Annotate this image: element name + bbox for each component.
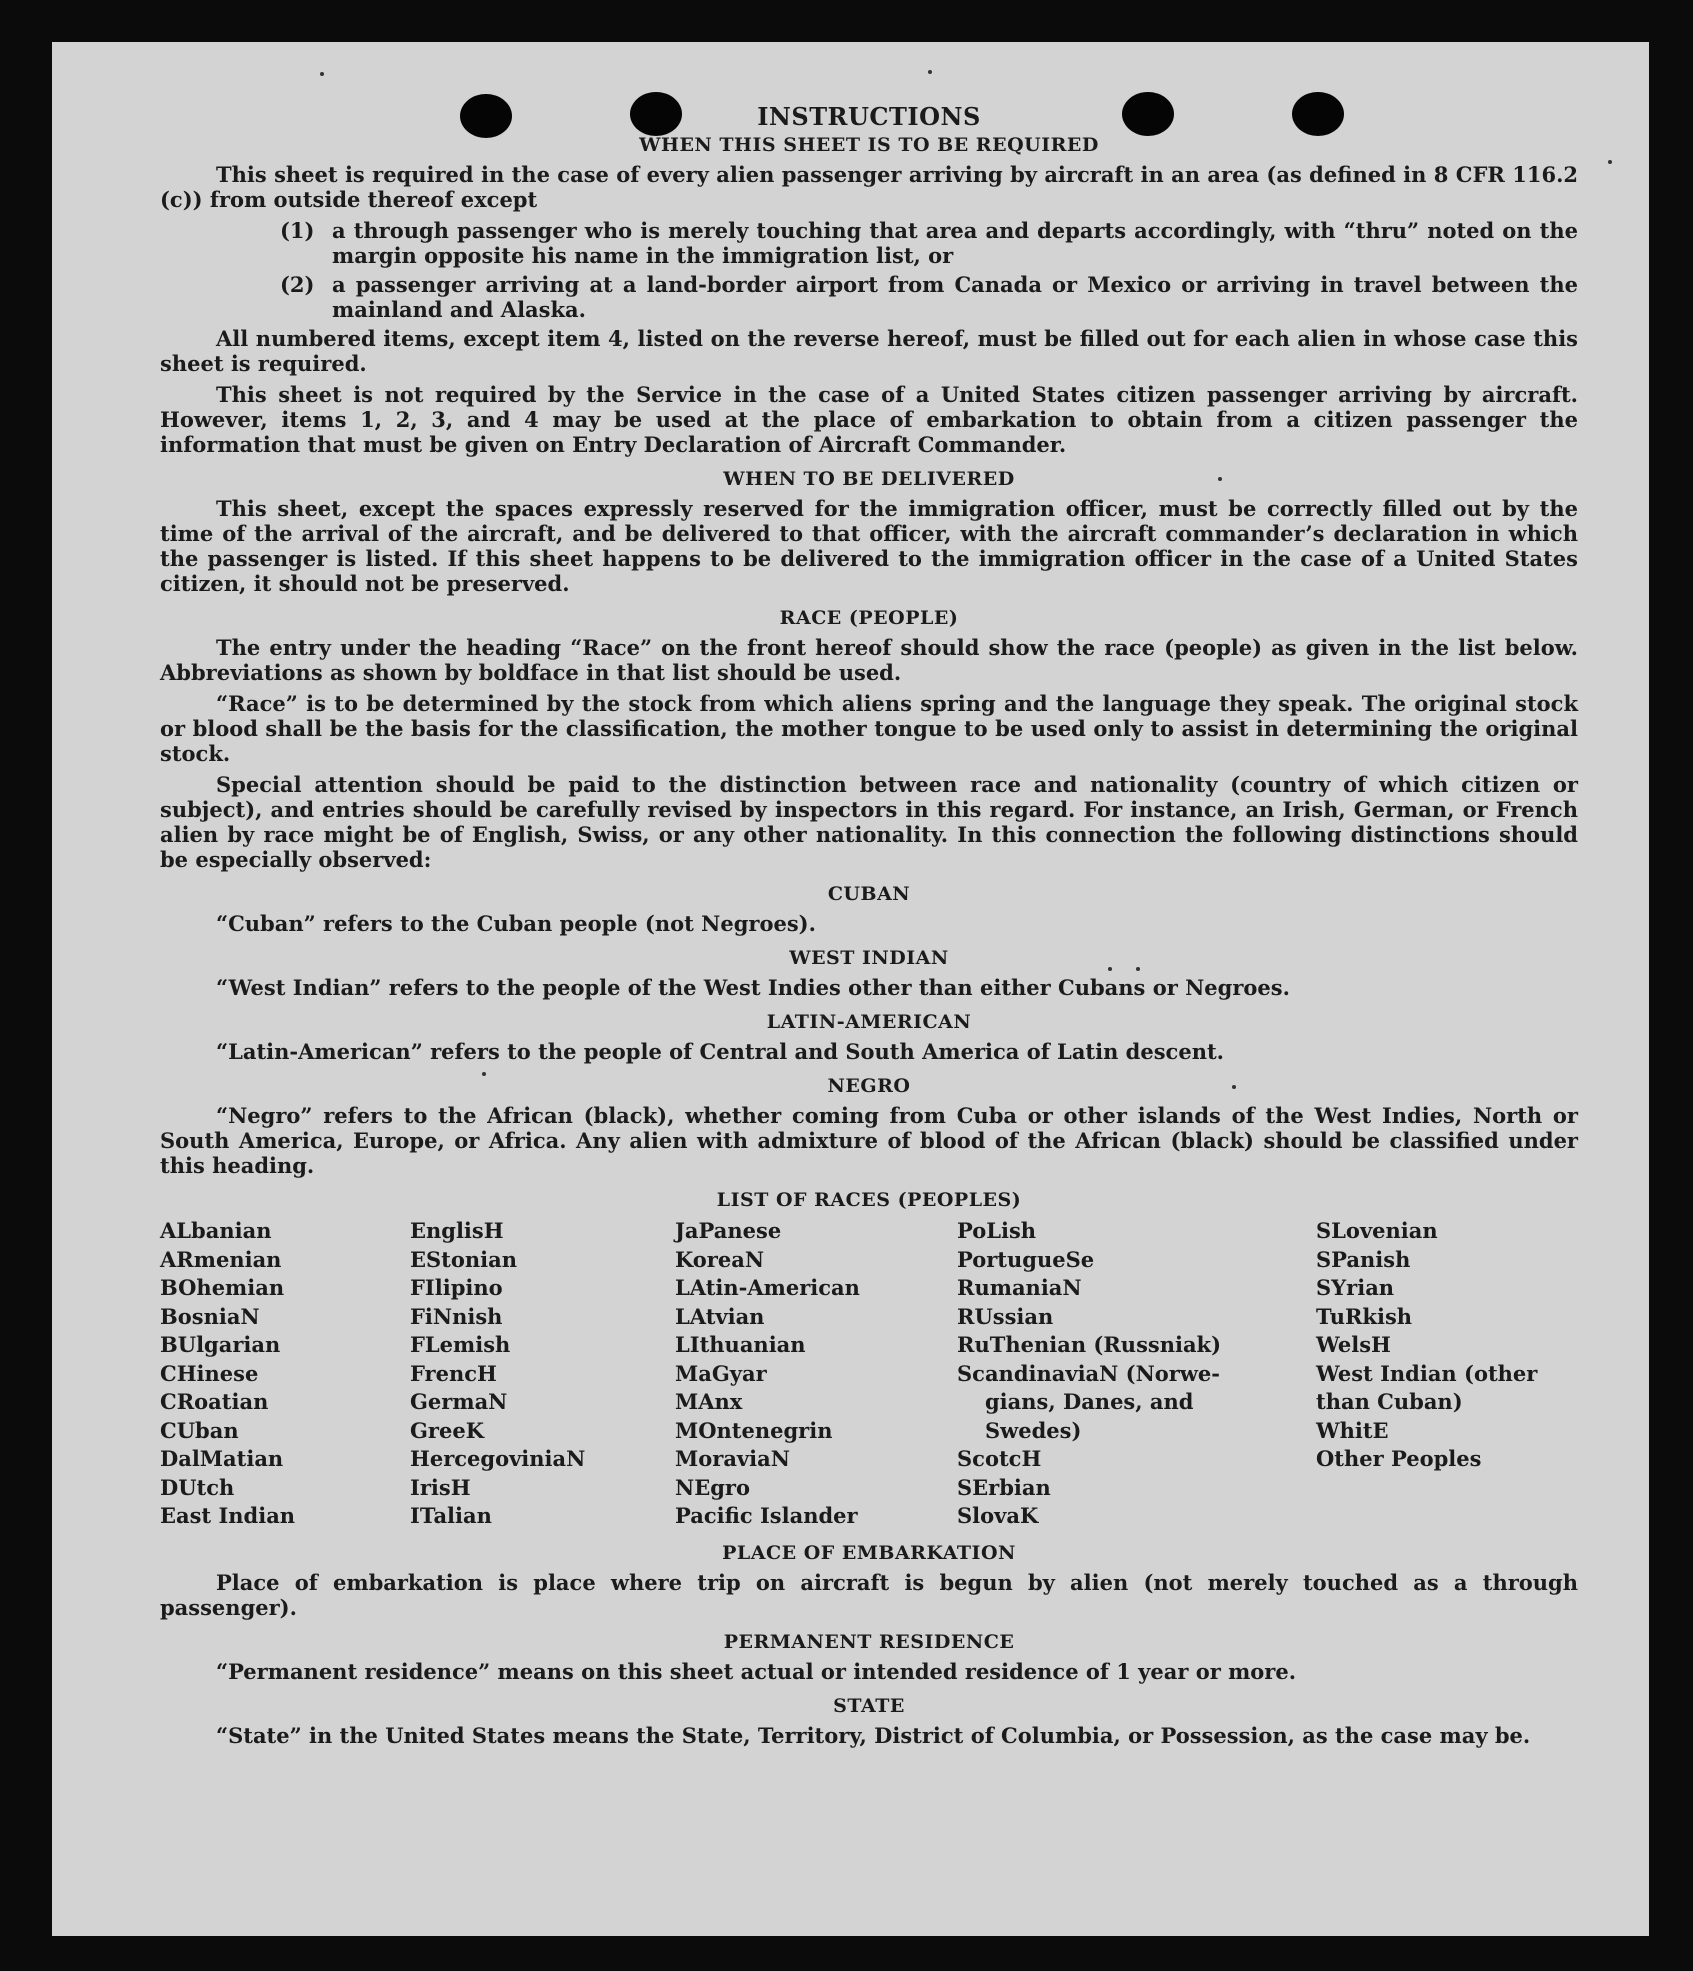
- race-entry: SLovenian: [1316, 1218, 1438, 1243]
- section-heading-state: STATE: [833, 1694, 905, 1717]
- section-heading-when-delivered: WHEN TO BE DELIVERED: [723, 468, 1015, 490]
- residence-text: “Permanent residence” means on this sheet actual or intended residence of 1 year or more.: [216, 1658, 1297, 1684]
- section-heading-list-of-races: LIST OF RACES (PEOPLES): [716, 1189, 1022, 1211]
- race-entry: RUssian: [957, 1303, 1054, 1329]
- race-entry: GreeK: [410, 1417, 484, 1443]
- race-entry: Other Peoples: [1316, 1446, 1482, 1471]
- instructions-content: [160, 104, 1578, 1754]
- speck: [928, 70, 932, 74]
- race-entry: LIthuanian: [675, 1332, 806, 1357]
- document-sheet: [52, 42, 1649, 1936]
- race-entry: GermaN: [410, 1389, 508, 1414]
- race-entry: EnglisH: [410, 1218, 504, 1243]
- exception-text: a through passenger who is merely touching that area and departs accordingly, with “thru” noted on the margin opposite his name in the immigration list, or: [332, 218, 1578, 268]
- exception-text: a passenger arriving at a land-border airport from Canada or Mexico or arriving in travel between the mainland and Alaska.: [332, 272, 1578, 322]
- section-heading-latin-american: LATIN-AMERICAN: [766, 1011, 972, 1033]
- race-entry: FIlipino: [410, 1275, 503, 1300]
- race-paragraph-1: The entry under the heading “Race” on the front hereof should show the race (people) as given in the list below. Abbreviations as shown by boldface in that list should be used.: [160, 635, 1578, 685]
- race-entry: BUlgarian: [160, 1332, 281, 1357]
- numbered-items-paragraph: All numbered items, except item 4, listed on the reverse hereof, must be filled out for each alien in whose case this sheet is required.: [160, 326, 1578, 376]
- race-entry: SlovaK: [957, 1503, 1039, 1528]
- page-title: INSTRUCTIONS: [757, 102, 981, 131]
- exception-number: (1): [280, 218, 315, 243]
- race-entry: FrencH: [410, 1360, 497, 1386]
- section-heading-west-indian: WEST INDIAN: [789, 947, 949, 969]
- race-entry: ITalian: [410, 1503, 492, 1528]
- race-entry: RumaniaN: [957, 1275, 1082, 1300]
- race-entry: ScotcH: [957, 1446, 1042, 1471]
- race-entry: BOhemian: [160, 1275, 285, 1300]
- race-entry: MoraviaN: [675, 1446, 790, 1471]
- race-entry: KoreaN: [675, 1246, 765, 1272]
- race-entry: gians, Danes, and: [985, 1389, 1194, 1414]
- speck: [320, 72, 324, 76]
- race-entry: SPanish: [1316, 1246, 1411, 1272]
- exception-item: [160, 272, 1578, 322]
- exception-item: [160, 218, 1578, 268]
- race-entry: SErbian: [957, 1474, 1051, 1500]
- races-column: [160, 1217, 410, 1531]
- when-required-intro: This sheet is required in the case of every alien passenger arriving by aircraft in an area (as defined in 8 CFR 116.2 (c)) from outside thereof except: [160, 162, 1578, 212]
- race-entry: MaGyar: [675, 1360, 767, 1386]
- state-text: “State” in the United States means the State, Territory, District of Columbia, or Possession, as the case may be.: [216, 1722, 1531, 1748]
- race-entry: Swedes): [985, 1417, 1082, 1443]
- section-heading-cuban: CUBAN: [827, 883, 911, 905]
- race-entry: WelsH: [1316, 1332, 1391, 1357]
- embarkation-text: Place of embarkation is place where trip on aircraft is begun by alien (not merely touched as a through passenger).: [160, 1569, 1578, 1620]
- when-delivered-text: This sheet, except the spaces expressly reserved for the immigration officer, must be correctly filled out by the time of the arrival of the aircraft, and be delivered to that officer, with the aircraft commander’s declaration in which the passenger is listed. If this sheet happens to be delivered to the immigration officer in the case of a United States citizen, it should not be preserved.: [160, 496, 1578, 596]
- race-entry: TuRkish: [1316, 1303, 1413, 1329]
- race-entry: SYrian: [1316, 1275, 1395, 1300]
- section-heading-negro: NEGRO: [827, 1075, 911, 1097]
- races-table: [160, 1217, 1578, 1531]
- race-entry: ScandinaviaN (Norwe-: [957, 1360, 1221, 1386]
- race-entry: West Indian (other: [1316, 1360, 1538, 1386]
- races-column: [1316, 1217, 1578, 1531]
- negro-text: “Negro” refers to the African (black), whether coming from Cuba or other islands of the West Indies, North or South America, Europe, or Africa. Any alien with admixture of blood of the African (black) should be classified under this heading.: [160, 1103, 1578, 1178]
- race-entry: NEgro: [675, 1474, 750, 1500]
- race-entry: LAtin-American: [675, 1275, 860, 1300]
- race-entry: EStonian: [410, 1246, 517, 1272]
- race-entry: Pacific Islander: [675, 1503, 858, 1528]
- latin-american-text: “Latin-American” refers to the people of Central and South America of Latin descent.: [216, 1039, 1224, 1064]
- race-entry: LAtvian: [675, 1303, 765, 1329]
- race-paragraph-3: Special attention should be paid to the distinction between race and nationality (country of which citizen or subject), and entries should be carefully revised by inspectors in this regard. For instance, an Irish, German, or French alien by race might be of English, Swiss, or any other nationality. In this connection the following distinctions should be especially observed:: [160, 772, 1578, 872]
- section-heading-residence: PERMANENT RESIDENCE: [723, 1630, 1015, 1653]
- race-paragraph-2: “Race” is to be determined by the stock from which aliens spring and the language they speak. The original stock or blood shall be the basis for the classification, the mother tongue to be used only to assist in determining the original stock.: [160, 691, 1578, 766]
- race-entry: MOntenegrin: [675, 1417, 833, 1443]
- race-entry: IrisH: [410, 1474, 471, 1500]
- race-entry: East Indian: [160, 1503, 296, 1528]
- race-entry: MAnx: [675, 1389, 743, 1414]
- race-entry: JaPanese: [675, 1218, 782, 1243]
- race-entry: than Cuban): [1316, 1389, 1463, 1414]
- race-entry: CRoatian: [160, 1389, 269, 1414]
- citizen-paragraph: This sheet is not required by the Service in the case of a United States citizen passenger arriving by aircraft. However, items 1, 2, 3, and 4 may be used at the place of embarkation to obtain from a citizen passenger the information that must be given on Entry Declaration of Aircraft Commander.: [160, 382, 1578, 457]
- race-entry: ALbanian: [160, 1218, 272, 1243]
- section-heading-race: RACE (PEOPLE): [779, 607, 959, 629]
- race-entry: PortugueSe: [957, 1246, 1095, 1272]
- exception-number: (2): [280, 272, 315, 297]
- races-column: [410, 1217, 675, 1531]
- race-entry: WhitE: [1316, 1417, 1389, 1443]
- race-entry: HercegoviniaN: [410, 1446, 586, 1471]
- race-entry: DalMatian: [160, 1446, 284, 1471]
- race-entry: CHinese: [160, 1360, 259, 1386]
- section-heading-when-required: WHEN THIS SHEET IS TO BE REQUIRED: [639, 134, 1099, 156]
- race-entry: FLemish: [410, 1332, 511, 1357]
- race-entry: RuThenian (Russniak): [957, 1332, 1222, 1357]
- race-entry: DUtch: [160, 1474, 235, 1500]
- race-entry: PoLish: [957, 1218, 1037, 1243]
- race-entry: FiNnish: [410, 1303, 503, 1329]
- west-indian-text: “West Indian” refers to the people of the West Indies other than either Cubans or Negroes.: [216, 975, 1290, 1000]
- race-entry: CUban: [160, 1417, 239, 1443]
- races-column: [957, 1217, 1316, 1531]
- race-entry: ARmenian: [160, 1246, 282, 1272]
- section-heading-embarkation: PLACE OF EMBARKATION: [722, 1541, 1016, 1564]
- races-column: [675, 1217, 957, 1531]
- race-entry: BosniaN: [160, 1303, 260, 1329]
- speck: [1608, 160, 1612, 164]
- cuban-text: “Cuban” refers to the Cuban people (not Negroes).: [216, 911, 816, 936]
